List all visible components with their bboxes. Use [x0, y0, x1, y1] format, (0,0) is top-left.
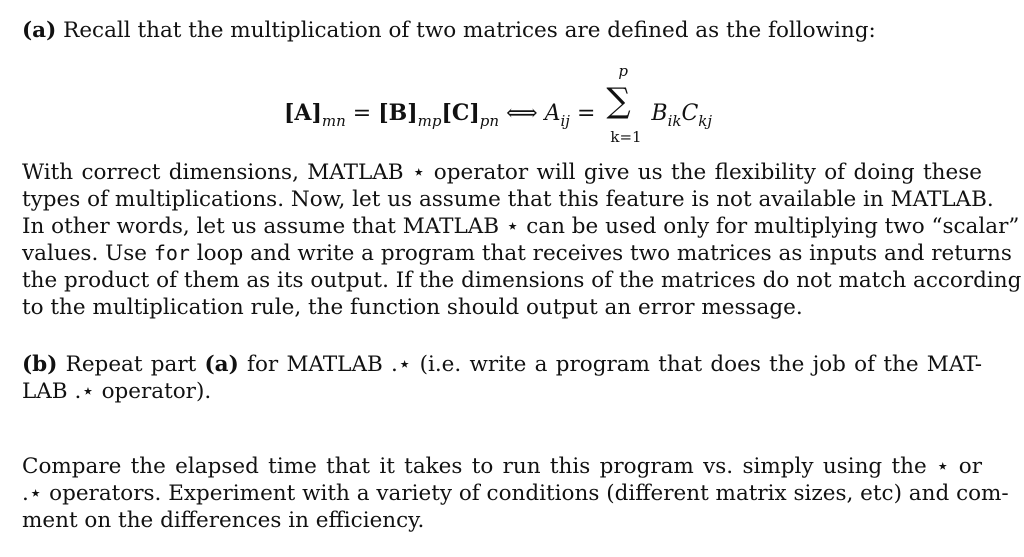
- term-c-subscript: kj: [698, 112, 713, 130]
- matrix-multiplication-equation: [22, 62, 982, 162]
- part-b-post: for MATLAB .⋆ (i.e. write a program that does the job of the MAT-: [238, 352, 982, 377]
- for-keyword: for: [153, 241, 190, 266]
- paragraph-line: the product of them as its output. If the dimensions of the matrices do not match according: [22, 268, 1022, 294]
- iff-arrow: ⟺: [506, 101, 538, 126]
- part-b-paragraph: [22, 352, 982, 406]
- paragraph-line: In other words, let us assume that MATLAB ⋆ can be used only for multiplying two “scalar”: [22, 213, 1020, 239]
- term-b-subscript: ik: [667, 112, 682, 130]
- matrix-c-subscript: pn: [479, 112, 500, 130]
- compare-paragraph: [22, 454, 1009, 534]
- part-a-intro-line: [22, 18, 982, 45]
- sum-lower-limit: k=1: [610, 128, 642, 146]
- equation-row: [284, 62, 713, 146]
- paragraph-line: Compare the elapsed time that it takes to run this program vs. simply using the ⋆ or: [22, 454, 982, 479]
- matrix-a-subscript: mn: [321, 112, 346, 130]
- matrix-b-subscript: mp: [417, 112, 442, 130]
- element-a: A: [544, 101, 561, 126]
- part-a-intro-text: Recall that the multiplication of two matrices are defined as the following:: [63, 18, 876, 43]
- term-c: C: [681, 101, 699, 126]
- paragraph-line: ment on the differences in efficiency.: [22, 507, 425, 533]
- paragraph-line: to the multiplication rule, the function should output an error message.: [22, 294, 803, 320]
- term-b: B: [651, 101, 668, 126]
- element-a-subscript: ij: [560, 112, 570, 130]
- paragraph-line: .⋆ operators. Experiment with a variety of conditions (different matrix sizes, etc) and com-: [22, 480, 1009, 506]
- part-a-reference: (a): [204, 352, 239, 377]
- sigma-symbol: ∑: [606, 81, 631, 121]
- paragraph-line: [22, 352, 982, 379]
- matrix-b: [B]: [378, 100, 418, 126]
- summation: [606, 62, 642, 146]
- matrix-c: [C]: [441, 100, 480, 126]
- line4-post: loop and write a program that receives two matrices as inputs and returns: [189, 241, 1012, 267]
- equals-sign-1: =: [352, 101, 372, 126]
- paragraph-line: With correct dimensions, MATLAB ⋆ operator will give us the flexibility of doing these: [22, 160, 982, 185]
- part-a-intro: [22, 18, 982, 45]
- part-a-label: (a): [22, 18, 57, 43]
- matrix-a: [A]: [284, 100, 322, 126]
- paragraph-line: [22, 240, 1012, 268]
- part-a-paragraph: [22, 160, 1022, 322]
- paragraph-line: types of multiplications. Now, let us assume that this feature is not available in MATLAB.: [22, 186, 994, 212]
- sum-upper-limit: p: [618, 62, 628, 80]
- part-b-mid: Repeat part: [57, 352, 205, 377]
- line4-pre: values. Use: [22, 241, 154, 267]
- equals-sign-2: =: [576, 101, 596, 126]
- part-b-label: (b): [22, 352, 58, 377]
- paragraph-line: LAB .⋆ operator).: [22, 378, 212, 404]
